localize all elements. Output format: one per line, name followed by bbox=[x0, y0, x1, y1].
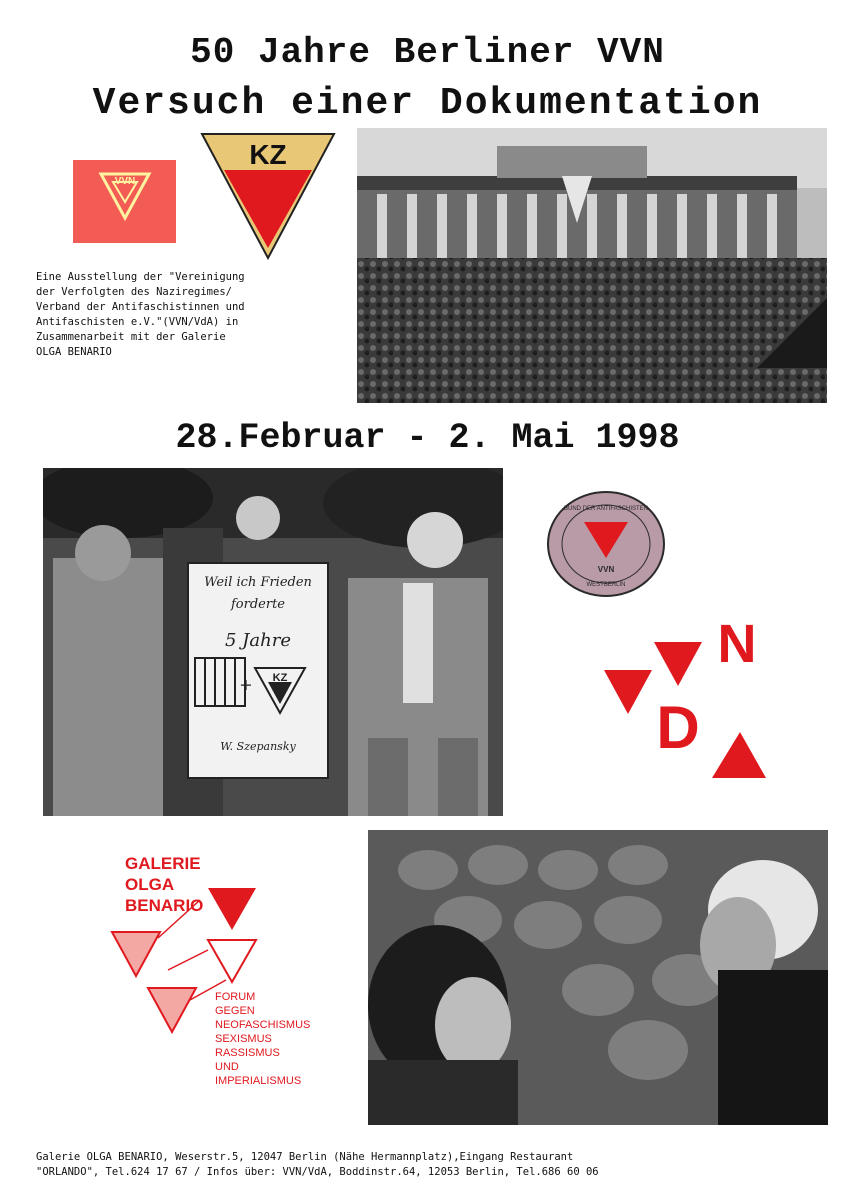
exhibition-dates: 28.Februar - 2. Mai 1998 bbox=[175, 418, 680, 458]
vvn-flag-logo bbox=[73, 160, 176, 243]
badge-bottom: WESTBERLIN bbox=[586, 582, 626, 588]
photo-demonstration bbox=[43, 468, 503, 816]
sign-line-1: Weil ich Frieden bbox=[204, 575, 312, 590]
vvn-vda-logo bbox=[600, 610, 770, 785]
poster-subtitle: Versuch einer Dokumentation bbox=[92, 82, 763, 125]
exhibition-description: Eine Ausstellung der "Vereinigung der Verfolgten des Naziregimes/ Verband der Antifaschistinnen und Antifaschisten e.V."(VVN/VdA) in Zusammenarbeit mit der Galerie OLGA BENARIO bbox=[36, 271, 245, 358]
photo-crowd-rally bbox=[357, 128, 827, 403]
svg-text:VVN: VVN bbox=[114, 176, 136, 187]
kz-triangle-logo bbox=[198, 130, 338, 262]
sign-line-2: forderte bbox=[231, 597, 285, 612]
badge-sub: VVN bbox=[597, 565, 615, 574]
sign-kz: KZ bbox=[272, 672, 288, 684]
galerie-forum-text: FORUM GEGEN NEOFASCHISMUS SEXISMUS RASSISMUS UND IMPERIALISMUS bbox=[215, 991, 311, 1087]
antifascist-badge bbox=[546, 490, 666, 598]
footer-contact-info: Galerie OLGA BENARIO, Weserstr.5, 12047 Berlin (Nähe Hermannplatz),Eingang Restaurant "ORLANDO", Tel.624 17 67 / Infos über: VVN/VdA, Boddinstr.64, 12053 Berlin, Tel.686 60 06 bbox=[36, 1151, 599, 1178]
galerie-title: GALERIE OLGA BENARIO bbox=[125, 854, 204, 915]
sign-signature: W. Szepansky bbox=[220, 740, 296, 753]
vvn-d: D bbox=[656, 694, 700, 761]
sign-line-3: 5 Jahre bbox=[225, 630, 291, 651]
kz-label: KZ bbox=[249, 139, 287, 170]
photo-audience bbox=[368, 830, 828, 1125]
svg-text:+: + bbox=[239, 675, 253, 694]
badge-text: BUND DER ANTIFASCHISTEN bbox=[563, 506, 649, 512]
vvn-n: N bbox=[717, 614, 757, 674]
poster-title: 50 Jahre Berliner VVN bbox=[190, 32, 665, 73]
